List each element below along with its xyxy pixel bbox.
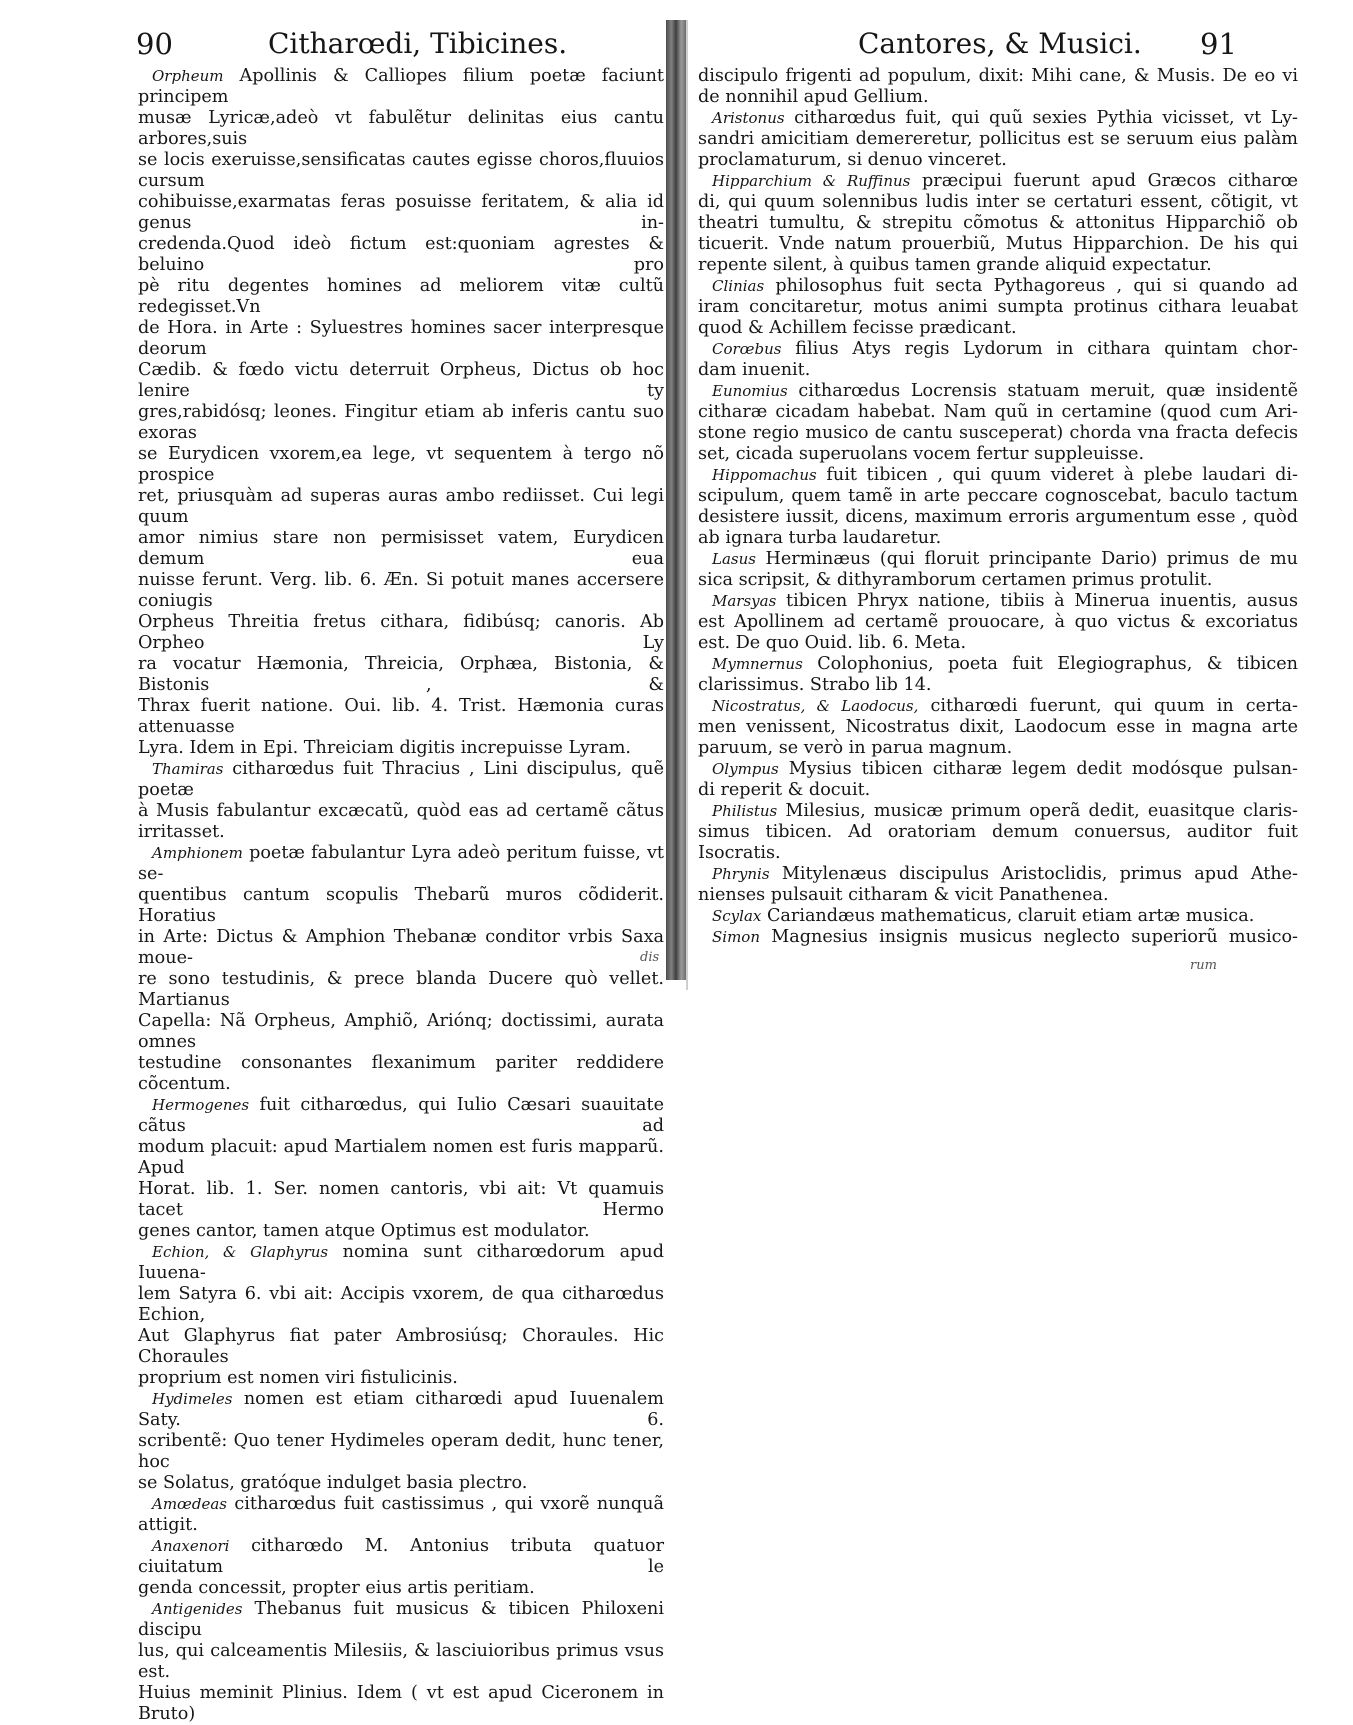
text-line [138,1242,664,1284]
line-text: Cariandæus mathematicus, claruit etiam artæ musica. [761,906,1255,926]
line-text: clarissimus. Strabo lib 14. [698,675,932,695]
entry-name: Eunomius [712,382,788,400]
line-text: poetæ fabulantur Lyra adeò peritum fuisse, vt se- [138,843,664,884]
line-text: lem Satyra 6. vbi ait: Accipis vxorem, de qua citharœdus Echion, [138,1284,664,1325]
text-line [698,612,1298,633]
line-text: theatri tumultu, & strepitu cõmotus & attonitus Hipparchiõ ob [698,213,1298,233]
line-text: sica scripsit, & dithyramborum certamen primus protulit. [698,570,1213,590]
text-line [698,402,1298,423]
right-catchword: rum [1190,958,1217,973]
text-line [138,1599,664,1641]
text-line [138,1326,664,1368]
line-text: de nonnihil apud Gellium. [698,87,929,107]
line-text: citharœdus fuit, qui quũ sexies Pythia vicisset, vt Ly- [784,108,1298,128]
text-line [698,927,1298,948]
line-text: discipulo frigenti ad populum, dixit: Mihi cane, & Musis. De eo vi [698,66,1298,86]
line-text: præcipui fuerunt apud Græcos citharœ [910,171,1298,191]
line-text: pè ritu degentes homines ad meliorem vitæ cultũ redegisset.Vn [138,276,664,317]
entry-name: Scylax [712,907,762,925]
text-line [698,654,1298,675]
text-line [698,528,1298,549]
text-line [698,276,1298,297]
line-text: desistere iussit, dicens, maximum erroris argumentum esse , quòd [698,507,1298,527]
line-text: nomen est etiam citharœdi apud Iuuenalem Saty. 6. [138,1389,664,1430]
entry-name: Aristonus [712,109,785,127]
text-line [138,318,664,360]
line-text: simus tibicen. Ad oratoriam demum conuersus, auditor fuit [698,822,1298,842]
text-line [138,843,664,885]
line-text: ra vocatur Hæmonia, Threicia, Orphæa, Bistonia, & Bistonis , & [138,654,664,695]
entry-name: Hydimeles [152,1390,233,1408]
entry-name: Hermogenes [152,1096,250,1114]
line-text: Thebanus fuit musicus & tibicen Philoxeni discipu [138,1599,664,1640]
text-line [138,801,664,843]
text-line [138,1221,664,1242]
line-text: citharœdi fuerunt, qui quum in certa- [918,696,1298,716]
entry-name: Simon [712,928,760,946]
text-line [698,780,1298,801]
left-catchword: dis [640,950,660,965]
text-line [698,738,1298,759]
entry-name: Amœdeas [152,1495,228,1513]
text-line [138,360,664,402]
line-text: à Musis fabulantur excæcatũ, quòd eas ad certamẽ cãtus irritasset. [138,801,664,842]
entry-name: Antigenides [152,1600,243,1618]
entry-name: Hippomachus [712,466,817,484]
line-text: Isocratis. [698,843,781,863]
line-text: testudine consonantes flexanimum pariter reddidere cõcentum. [138,1053,664,1094]
text-line [698,696,1298,717]
entry-name: Amphionem [152,844,243,862]
entry-name: Nicostratus, & Laodocus, [712,697,919,715]
text-line [138,192,664,234]
line-text: proclamaturum, si denuo vinceret. [698,150,1007,170]
entry-name: Philistus [712,802,778,820]
line-text: gres,rabidósq; leones. Fingitur etiam ab inferis cantu suo exoras [138,402,664,443]
line-text: quod & Achillem fecisse prædicant. [698,318,1017,338]
text-line [138,696,664,738]
line-text: Milesius, musicæ primum operã dedit, euasitque claris- [777,801,1298,821]
text-line [138,1284,664,1326]
text-line [138,759,664,801]
text-line [138,738,664,759]
text-line [698,570,1298,591]
text-line [698,465,1298,486]
line-text: se locis exeruisse,sensificatas cautes egisse choros,fluuios cursum [138,150,664,191]
line-text: ab ignara turba laudaretur. [698,528,942,548]
right-running-head: Cantores, & Musici. [858,27,1142,60]
text-line [138,66,664,108]
text-line [698,87,1298,108]
text-line [138,276,664,318]
text-line [698,423,1298,444]
text-line [138,150,664,192]
text-line [698,360,1298,381]
text-line [698,108,1298,129]
text-line [138,1053,664,1095]
line-text: sandri amicitiam demereretur, pollicitus est se seruum eius palàm [698,129,1298,149]
text-line [698,507,1298,528]
entry-name: Hipparchium & Ruffinus [712,172,911,190]
book-gutter [666,20,688,980]
text-line [698,171,1298,192]
text-line [138,234,664,276]
left-page-text [138,66,664,1725]
line-text: est. De quo Ouid. lib. 6. Meta. [698,633,967,653]
text-line [698,759,1298,780]
line-text: Mysius tibicen citharæ legem dedit modósque pulsan- [778,759,1298,779]
line-text: citharœdus Locrensis statuam meruit, quæ insidentẽ [787,381,1298,401]
entry-name: Thamiras [152,760,224,778]
left-running-head: Citharœdi, Tibicines. [268,27,568,60]
line-text: Aut Glaphyrus fiat pater Ambrosiúsq; Choraules. Hic Choraules [138,1326,664,1367]
text-line [138,444,664,486]
line-text: ticuerit. Vnde natum prouerbiũ, Mutus Hipparchion. De his qui [698,234,1298,254]
text-line [138,528,664,570]
left-page [0,0,668,1724]
text-line [138,1368,664,1389]
text-line [698,129,1298,150]
right-page-number: 91 [1200,27,1237,61]
line-text: set, cicada superuolans vocem fertur suppleuisse. [698,444,1145,464]
right-page-text [698,66,1298,948]
line-text: iram concitaretur, motus animi sumpta protinus cithara leuabat [698,297,1298,317]
text-line [138,1137,664,1179]
entry-name: Anaxenori [152,1537,230,1555]
line-text: fuit citharœdus, qui Iulio Cæsari suauitate cãtus ad [138,1095,664,1136]
line-text: stone regio musico de cantu susceperat) chorda vna fracta defecis [698,423,1298,443]
text-line [698,549,1298,570]
text-line [138,486,664,528]
entry-name: Clinias [712,277,765,295]
line-text: genda concessit, propter eius artis peritiam. [138,1578,535,1598]
line-text: Cædib. & fœdo victu deterruit Orpheus, Dictus ob hoc lenire ty [138,360,664,401]
text-line [138,1389,664,1431]
text-line [138,570,664,612]
line-text: de Hora. in Arte : Syluestres homines sacer interpresque deorum [138,318,664,359]
text-line [698,801,1298,822]
text-line [698,297,1298,318]
text-line [138,1011,664,1053]
line-text: ret, priusquàm ad superas auras ambo rediisset. Cui legi quum [138,486,664,527]
text-line [698,843,1298,864]
text-line [698,255,1298,276]
line-text: genes cantor, tamen atque Optimus est modulator. [138,1221,590,1241]
entry-name: Orpheum [152,67,224,85]
text-line [698,717,1298,738]
line-text: nienses pulsauit citharam & vicit Panathenea. [698,885,1109,905]
line-text: musæ Lyricæ,adeò vt fabulẽtur delinitas eius cantu arbores,suis [138,108,664,149]
line-text: Mitylenæus discipulus Aristoclidis, primus apud Athe- [769,864,1298,884]
line-text: se Eurydicen vxorem,ea lege, vt sequentem à tergo nõ prospice [138,444,664,485]
text-line [698,906,1298,927]
line-text: se Solatus, gratóque indulget basia plectro. [138,1473,528,1493]
line-text: nomina sunt citharœdorum apud Iuuena- [138,1242,664,1283]
text-line [138,1683,664,1725]
text-line [138,1641,664,1683]
text-line [698,66,1298,87]
entry-name: Lasus [712,550,756,568]
line-text: di reperit & docuit. [698,780,871,800]
line-text: quentibus cantum scopulis Thebarũ muros cõdiderit. Horatius [138,885,664,926]
line-text: Horat. lib. 1. Ser. nomen cantoris, vbi ait: Vt quamuis tacet Hermo [138,1179,664,1220]
text-line [138,969,664,1011]
line-text: citharœdus fuit castissimus , qui vxorẽ nunquã attigit. [138,1494,664,1535]
line-text: re sono testudinis, & prece blanda Ducere quò vellet. Martianus [138,969,664,1010]
gutter-divider [686,20,688,990]
line-text: nuisse ferunt. Verg. lib. 6. Æn. Si potuit manes accersere coniugis [138,570,664,611]
text-line [698,444,1298,465]
entry-name: Marsyas [712,592,777,610]
line-text: scribentẽ: Quo tener Hydimeles operam dedit, hunc tener, hoc [138,1431,664,1472]
line-text: repente silent, à quibus tamen grande aliquid expectatur. [698,255,1212,275]
line-text: Magnesius insignis musicus neglecto superiorũ musico- [760,927,1298,947]
text-line [138,1494,664,1536]
line-text: paruum, se verò in parua magnum. [698,738,1013,758]
line-text: Thrax fuerit natione. Oui. lib. 4. Trist. Hæmonia curas attenuasse [138,696,664,737]
line-text: di, qui quum solennibus ludis inter se certaturi essent, cõtigit, vt [698,192,1298,212]
line-text: amor nimius stare non permisisset vatem, Eurydicen demum eua [138,528,664,569]
text-line [698,318,1298,339]
text-line [698,822,1298,843]
line-text: in Arte: Dictus & Amphion Thebanæ conditor vrbis Saxa moue- [138,927,664,968]
text-line [138,927,664,969]
line-text: modum placuit: apud Martialem nomen est furis mapparũ. Apud [138,1137,664,1178]
text-line [138,612,664,654]
text-line [138,885,664,927]
line-text: Orpheus Threitia fretus cithara, fidibúsq; canoris. Ab Orpheo Ly [138,612,664,653]
text-line [138,1578,664,1599]
text-line [138,1473,664,1494]
line-text: fuit tibicen , qui quum videret à plebe laudari di- [816,465,1298,485]
text-line [698,486,1298,507]
line-text: filius Atys regis Lydorum in cithara quintam chor- [781,339,1298,359]
left-page-number: 90 [136,27,173,61]
entry-name: Olympus [712,760,779,778]
line-text: Apollinis & Calliopes filium poetæ faciunt principem [138,66,664,107]
text-line [138,1536,664,1578]
line-text: credenda.Quod ideò fictum est:quoniam agrestes & beluino pro [138,234,664,275]
text-line [698,381,1298,402]
line-text: citharæ cicadam habebat. Nam quũ in certamine (quod cum Ari- [698,402,1298,422]
text-line [138,654,664,696]
text-line [698,633,1298,654]
text-line [698,885,1298,906]
text-line [698,339,1298,360]
entry-name: Mymnernus [712,655,803,673]
line-text: Herminæus (qui floruit principante Dario) primus de mu [755,549,1298,569]
line-text: men venissent, Nicostratus dixit, Laodocum esse in magna arte [698,717,1298,737]
entry-name: Echion, & Glaphyrus [152,1243,329,1261]
line-text: Capella: Nã Orpheus, Amphiõ, Ariónq; doctissimi, aurata omnes [138,1011,664,1052]
text-line [698,192,1298,213]
text-line [698,675,1298,696]
text-line [138,1095,664,1137]
text-line [138,1431,664,1473]
text-line [138,402,664,444]
line-text: tibicen Phryx natione, tibiis à Minerua inuentis, ausus [776,591,1298,611]
text-line [138,108,664,150]
line-text: cohibuisse,exarmatas feras posuisse feritatem, & alia id genus in- [138,192,664,233]
text-line [698,213,1298,234]
line-text: lus, qui calceamentis Milesiis, & lasciuioribus primus vsus est. [138,1641,664,1682]
line-text: proprium est nomen viri fistulicinis. [138,1368,458,1388]
line-text: Lyra. Idem in Epi. Threiciam digitis increpuisse Lyram. [138,738,632,758]
line-text: est Apollinem ad certamẽ prouocare, à quo victus & excoriatus [698,612,1298,632]
text-line [698,234,1298,255]
line-text: Huius meminit Plinius. Idem ( vt est apud Ciceronem in Bruto) [138,1683,664,1724]
line-text: citharœdus fuit Thracius , Lini discipulus, quẽ poetæ [138,759,664,800]
entry-name: Corœbus [712,340,782,358]
text-line [138,1179,664,1221]
text-line [698,864,1298,885]
text-line [698,591,1298,612]
line-text: dam inuenit. [698,360,811,380]
entry-name: Phrynis [712,865,770,883]
line-text: citharœdo M. Antonius tributa quatuor ciuitatum le [138,1536,664,1577]
line-text: philosophus fuit secta Pythagoreus , qui si quando ad [764,276,1298,296]
right-page [690,0,1353,1000]
line-text: Colophonius, poeta fuit Elegiographus, & tibicen [802,654,1298,674]
line-text: scipulum, quem tamẽ in arte peccare cognoscebat, baculo tactum [698,486,1298,506]
text-line [698,150,1298,171]
